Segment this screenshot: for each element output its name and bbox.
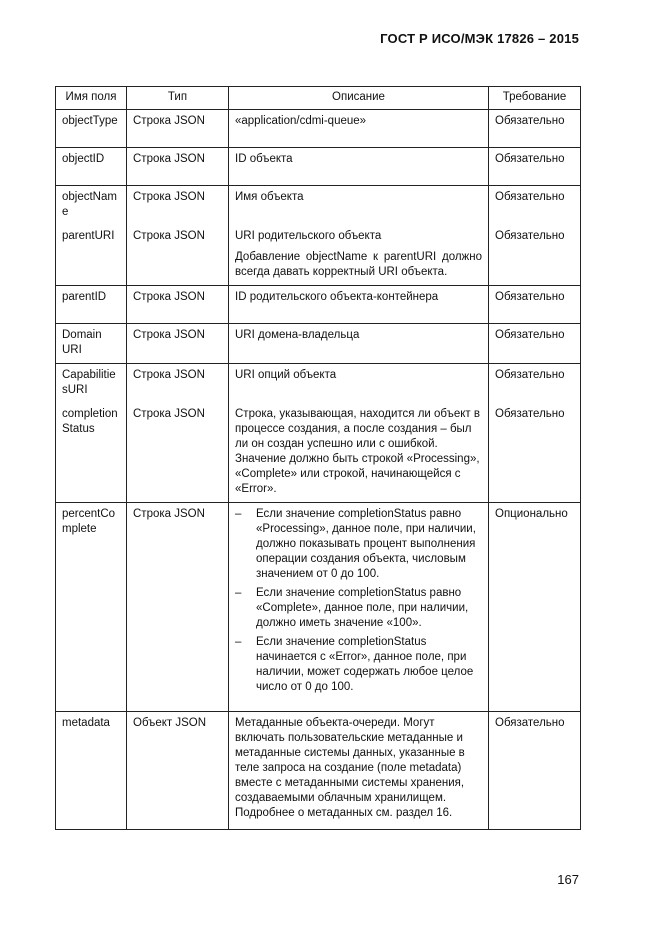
field-description: Метаданные объекта-очереди. Могут включать пользовательские метаданные и метаданные системы данных, указанные в теле запроса на создание (поле metadata) вместе с метаданными системы хранения, создаваемыми облачным хранилищем. Подробнее о метаданных см. раздел 16. (229, 712, 489, 830)
table-row (56, 148, 581, 186)
list-item-text: Если значение completionStatus начинается с «Error», данное поле, при наличии, может содержать любое целое число от 0 до 100. (256, 636, 474, 693)
field-name: CapabilitiesURI (56, 364, 127, 404)
list-item-text: Если значение completionStatus равно «Processing», данное поле, при наличии, должно показывать процент выполнения операции создания объекта, числовым значением от 0 до 100. (256, 508, 476, 580)
field-requirement: Обязательно (489, 364, 581, 404)
field-requirement: Обязательно (489, 186, 581, 226)
field-requirement: Обязательно (489, 110, 581, 148)
list-item (235, 586, 482, 631)
field-type: Строка JSON (127, 186, 229, 226)
field-description (229, 503, 489, 712)
table-row (56, 186, 581, 226)
document-header: ГОСТ Р ИСО/МЭК 17826 – 2015 (380, 31, 579, 46)
field-name: metadata (56, 712, 127, 830)
field-description: ID объекта (229, 148, 489, 186)
field-type: Строка JSON (127, 110, 229, 148)
table-header-row (56, 87, 581, 110)
field-name: parentID (56, 286, 127, 324)
field-requirement: Обязательно (489, 148, 581, 186)
bullet-marker: – (235, 587, 242, 599)
table-row (56, 403, 581, 503)
field-name: objectType (56, 110, 127, 148)
list-item (235, 635, 482, 695)
field-requirement: Обязательно (489, 286, 581, 324)
field-type: Объект JSON (127, 712, 229, 830)
field-description: Строка, указывающая, находится ли объект в процессе создания, а после создания – был ли он создан успешно или с ошибкой. Значение должно быть строкой «Processing», «Complete» или строкой, начинающейся с «Error». (229, 403, 489, 503)
field-description (229, 225, 489, 286)
bullet-marker: – (235, 508, 242, 520)
field-description: ID родительского объекта-контейнера (229, 286, 489, 324)
field-name: completionStatus (56, 403, 127, 503)
column-header-type: Тип (127, 87, 229, 110)
bullet-marker: – (235, 636, 242, 648)
list-item-text: Если значение completionStatus равно «Complete», данное поле, при наличии, должно иметь значение «100». (256, 587, 469, 629)
description-line: URI родительского объекта (235, 230, 382, 242)
field-type: Строка JSON (127, 324, 229, 364)
column-header-requirement: Требование (489, 87, 581, 110)
list-item (235, 507, 482, 582)
table-row (56, 286, 581, 324)
field-requirement: Опционально (489, 503, 581, 712)
table-row (56, 324, 581, 364)
column-header-name: Имя поля (56, 87, 127, 110)
field-description: URI домена-владельца (229, 324, 489, 364)
table-row (56, 503, 581, 712)
field-name: percentComplete (56, 503, 127, 712)
field-requirement: Обязательно (489, 225, 581, 286)
table-row (56, 225, 581, 286)
table-row (56, 110, 581, 148)
table-row (56, 712, 581, 830)
field-name: Domain URI (56, 324, 127, 364)
field-type: Строка JSON (127, 286, 229, 324)
description-note: Добавление objectName к parentURI должно всегда давать корректный URI объекта. (235, 251, 482, 278)
field-requirement: Обязательно (489, 324, 581, 364)
field-name: parentURI (56, 225, 127, 286)
field-name: objectID (56, 148, 127, 186)
field-type: Строка JSON (127, 503, 229, 712)
field-type: Строка JSON (127, 364, 229, 404)
column-header-description: Описание (229, 87, 489, 110)
table-row (56, 364, 581, 404)
field-type: Строка JSON (127, 148, 229, 186)
fields-table (55, 86, 581, 830)
bullet-list (235, 507, 482, 695)
field-type: Строка JSON (127, 403, 229, 503)
field-description: Имя объекта (229, 186, 489, 226)
field-type: Строка JSON (127, 225, 229, 286)
field-requirement: Обязательно (489, 403, 581, 503)
page-number: 167 (557, 872, 579, 887)
field-description: «application/cdmi-queue» (229, 110, 489, 148)
field-name: objectName (56, 186, 127, 226)
field-requirement: Обязательно (489, 712, 581, 830)
field-description: URI опций объекта (229, 364, 489, 404)
